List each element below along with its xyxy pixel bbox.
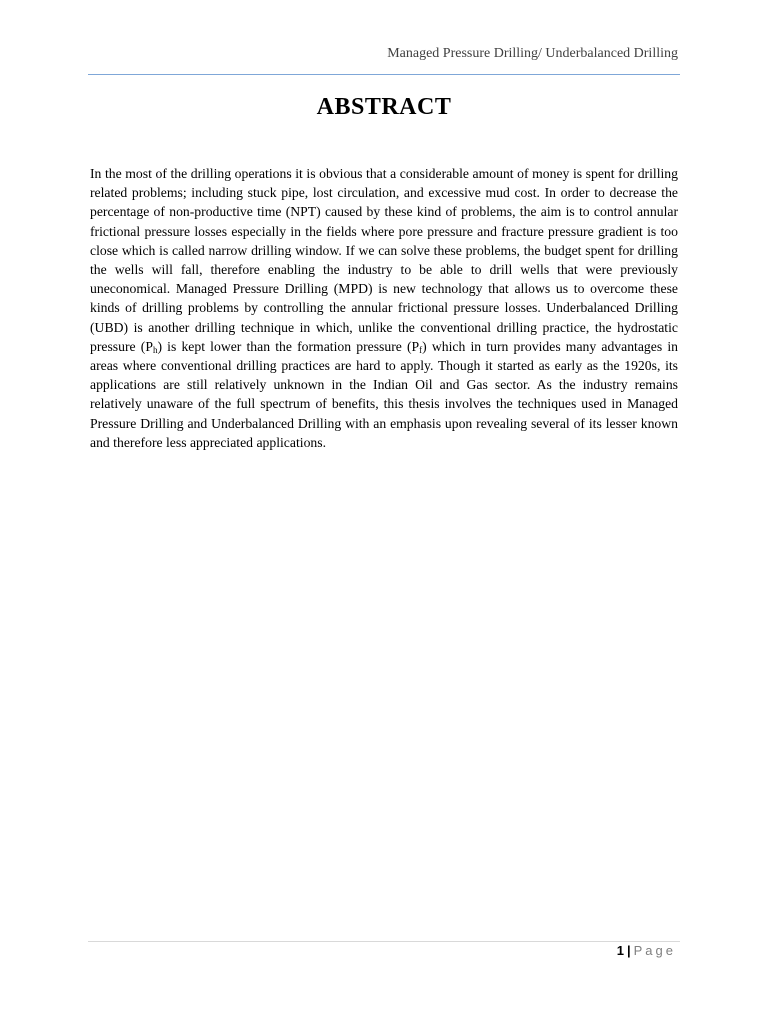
- subscript-h: h: [152, 344, 158, 355]
- abstract-text-part-3: ) which in turn provides many advantages in areas where conventional drilling practices are hard to apply. Though it started as early as the 1920s, its applications are still relatively unknown in the Indian Oil and Gas sector. As the industry remains relatively unaware of the full spectrum of benefits, this thesis involves the techniques used in Managed Pressure Drilling and Underbalanced Drilling with an emphasis upon revealing several of its lesser known and therefore less appreciated applications.: [90, 338, 678, 450]
- subscript-f: f: [419, 344, 423, 355]
- page-number: 1: [616, 943, 624, 958]
- footer-separator: |: [626, 943, 631, 958]
- page-label: Page: [633, 943, 676, 958]
- footer-divider: [88, 941, 680, 942]
- abstract-paragraph: [90, 164, 678, 452]
- abstract-text-part-1: In the most of the drilling operations it is obvious that a considerable amount of money is spent for drilling related problems; including stuck pipe, lost circulation, and excessive mud cost. In order to decrease the percentage of non-productive time (NPT) caused by these kind of problems, the aim is to control annular frictional pressure losses especially in the fields where pore pressure and fracture pressure gradient is too close which is called narrow drilling window. If we can solve these problems, the budget spent for drilling the wells will fall, therefore enabling the industry to be able to drill wells that were previously uneconomical. Managed Pressure Drilling (MPD) is new technology that allows us to overcome these kinds of drilling problems by controlling the annular frictional pressure losses. Underbalanced Drilling (UBD) is another drilling technique in which, unlike the conventional drilling practice, the hydrostatic pressure (P: [90, 166, 678, 354]
- page-footer: [90, 943, 676, 958]
- abstract-text-part-2: ) is kept lower than the formation pressure (P: [157, 338, 420, 354]
- running-header: Managed Pressure Drilling/ Underbalanced Drilling: [387, 46, 678, 61]
- header-divider: [88, 74, 680, 75]
- page-title: ABSTRACT: [316, 94, 452, 120]
